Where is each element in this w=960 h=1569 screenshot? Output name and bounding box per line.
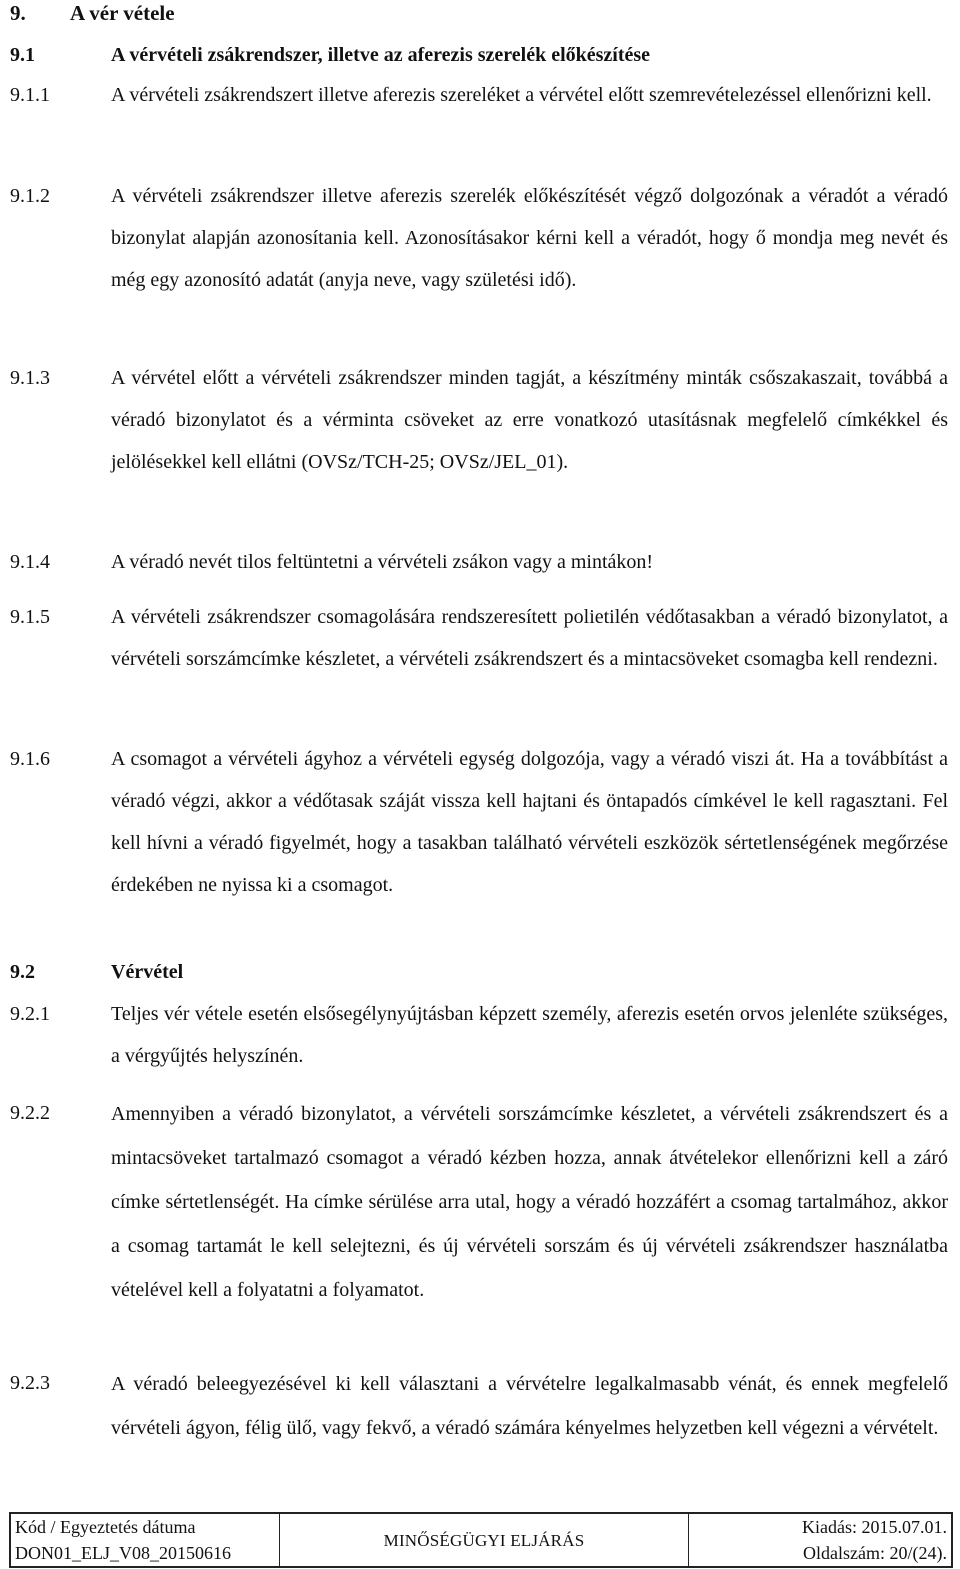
document-footer [9, 1512, 953, 1568]
paragraph-text: A vérvételi zsákrendszert illetve aferezis szereléket a vérvétel előtt szemrevételezéssel ellenőrizni kell. [111, 84, 932, 106]
paragraph-text: Teljes vér vétele esetén elsősegélynyújtásban képzett személy, aferezis esetén orvos jelenléte szükséges, a vérgyűjtés helyszínén. [111, 1003, 948, 1067]
footer-issue-date: Kiadás: 2015.07.01. [802, 1517, 947, 1537]
paragraph [10, 175, 948, 343]
paragraph [10, 1362, 948, 1492]
paragraph-number: 9.1.2 [10, 185, 50, 207]
paragraph-number: 9.1.6 [10, 748, 50, 770]
footer-document-type: MINŐSÉGÜGYI ELJÁRÁS [383, 1530, 585, 1550]
paragraph [10, 1092, 948, 1352]
paragraph-text: A véradó beleegyezésével ki kell választani a vérvételre legalkalmasabb vénát, és ennek megfelelő vérvételi ágyon, félig ülő, vagy fekvő, a véradó számára kényelmes helyzetben kell végezni a vérvételt. [111, 1373, 948, 1439]
paragraph-number: 9.1.3 [10, 367, 50, 389]
subsection-heading [10, 958, 183, 986]
paragraph-number: 9.1.4 [10, 551, 50, 573]
footer-code-label: Kód / Egyeztetés dátuma [15, 1517, 196, 1537]
paragraph [10, 357, 948, 525]
footer-table [10, 1513, 952, 1567]
section-heading [10, 0, 175, 27]
footer-page-number: Oldalszám: 20/(24). [803, 1543, 947, 1563]
subsection-number: 9.1 [10, 44, 35, 66]
paragraph-number: 9.2.1 [10, 1003, 50, 1025]
footer-code-cell [11, 1514, 280, 1567]
paragraph [10, 74, 948, 158]
section-number: 9. [10, 1, 26, 25]
paragraph-text: A véradó nevét tilos feltüntetni a vérvételi zsákon vagy a mintákon! [111, 551, 654, 573]
paragraph [10, 541, 948, 583]
paragraph-number: 9.2.2 [10, 1102, 50, 1124]
paragraph-text: A vérvétel előtt a vérvételi zsákrendszer minden tagját, a készítmény minták csőszakaszait, továbbá a véradó bizonylatot és a vérminta csöveket az erre vonatkozó utasításnak megfelelő címkékkel és jelölésekkel kell ellátni (OVSz/TCH-25; OVSz/JEL_01). [111, 367, 948, 473]
paragraph [10, 993, 948, 1077]
subsection-title: Vérvétel [111, 961, 184, 983]
paragraph [10, 596, 948, 722]
subsection-number: 9.2 [10, 961, 35, 983]
footer-title-cell [280, 1514, 689, 1567]
footer-meta-cell [689, 1514, 952, 1567]
footer-code-value: DON01_ELJ_V08_20150616 [15, 1543, 231, 1563]
paragraph-text: A csomagot a vérvételi ágyhoz a vérvételi egység dolgozója, vagy a véradó viszi át. Ha a továbbítást a véradó végzi, akkor a védőtasak száját vissza kell hajtani és öntapadós címkével le kell ragasztani. Fel kell hívni a véradó figyelmét, hogy a tasakban található vérvételi eszközök sértetlenségének megőrzése érdekében ne nyissa ki a csomagot. [111, 748, 948, 896]
paragraph-text: Amennyiben a véradó bizonylatot, a vérvételi sorszámcímke készletet, a vérvételi zsákrendszert és a mintacsöveket tartalmazó csomagot a véradó kézben hozza, annak átvételekor ellenőrizni kell a záró címke sértetlenségét. Ha címke sérülése arra utal, hogy a véradó hozzáfért a csomag tartalmához, akkor a csomag tartamát le kell selejtezni, és új vérvételi sorszám és új vérvételi zsákrendszer használatba vételével kell a folyatatni a folyamatot. [111, 1103, 948, 1301]
paragraph-text: A vérvételi zsákrendszer csomagolására rendszeresített polietilén védőtasakban a véradó bizonylatot, a vérvételi sorszámcímke készletet, a vérvételi zsákrendszert és a mintacsöveket csomagba kell rendezni. [111, 606, 948, 670]
paragraph [10, 738, 948, 948]
subsection-heading [10, 41, 650, 69]
paragraph-number: 9.1.5 [10, 606, 50, 628]
section-title: A vér vétele [70, 1, 175, 25]
paragraph-text: A vérvételi zsákrendszer illetve aferezis szerelék előkészítését végző dolgozónak a véradót a véradó bizonylat alapján azonosítania kell. Azonosításakor kérni kell a véradót, hogy ő mondja meg nevét és még egy azonosító adatát (anyja neve, vagy születési idő). [111, 185, 948, 291]
paragraph-number: 9.2.3 [10, 1372, 50, 1394]
paragraph-number: 9.1.1 [10, 84, 50, 106]
subsection-title: A vérvételi zsákrendszer, illetve az aferezis szerelék előkészítése [111, 44, 651, 66]
